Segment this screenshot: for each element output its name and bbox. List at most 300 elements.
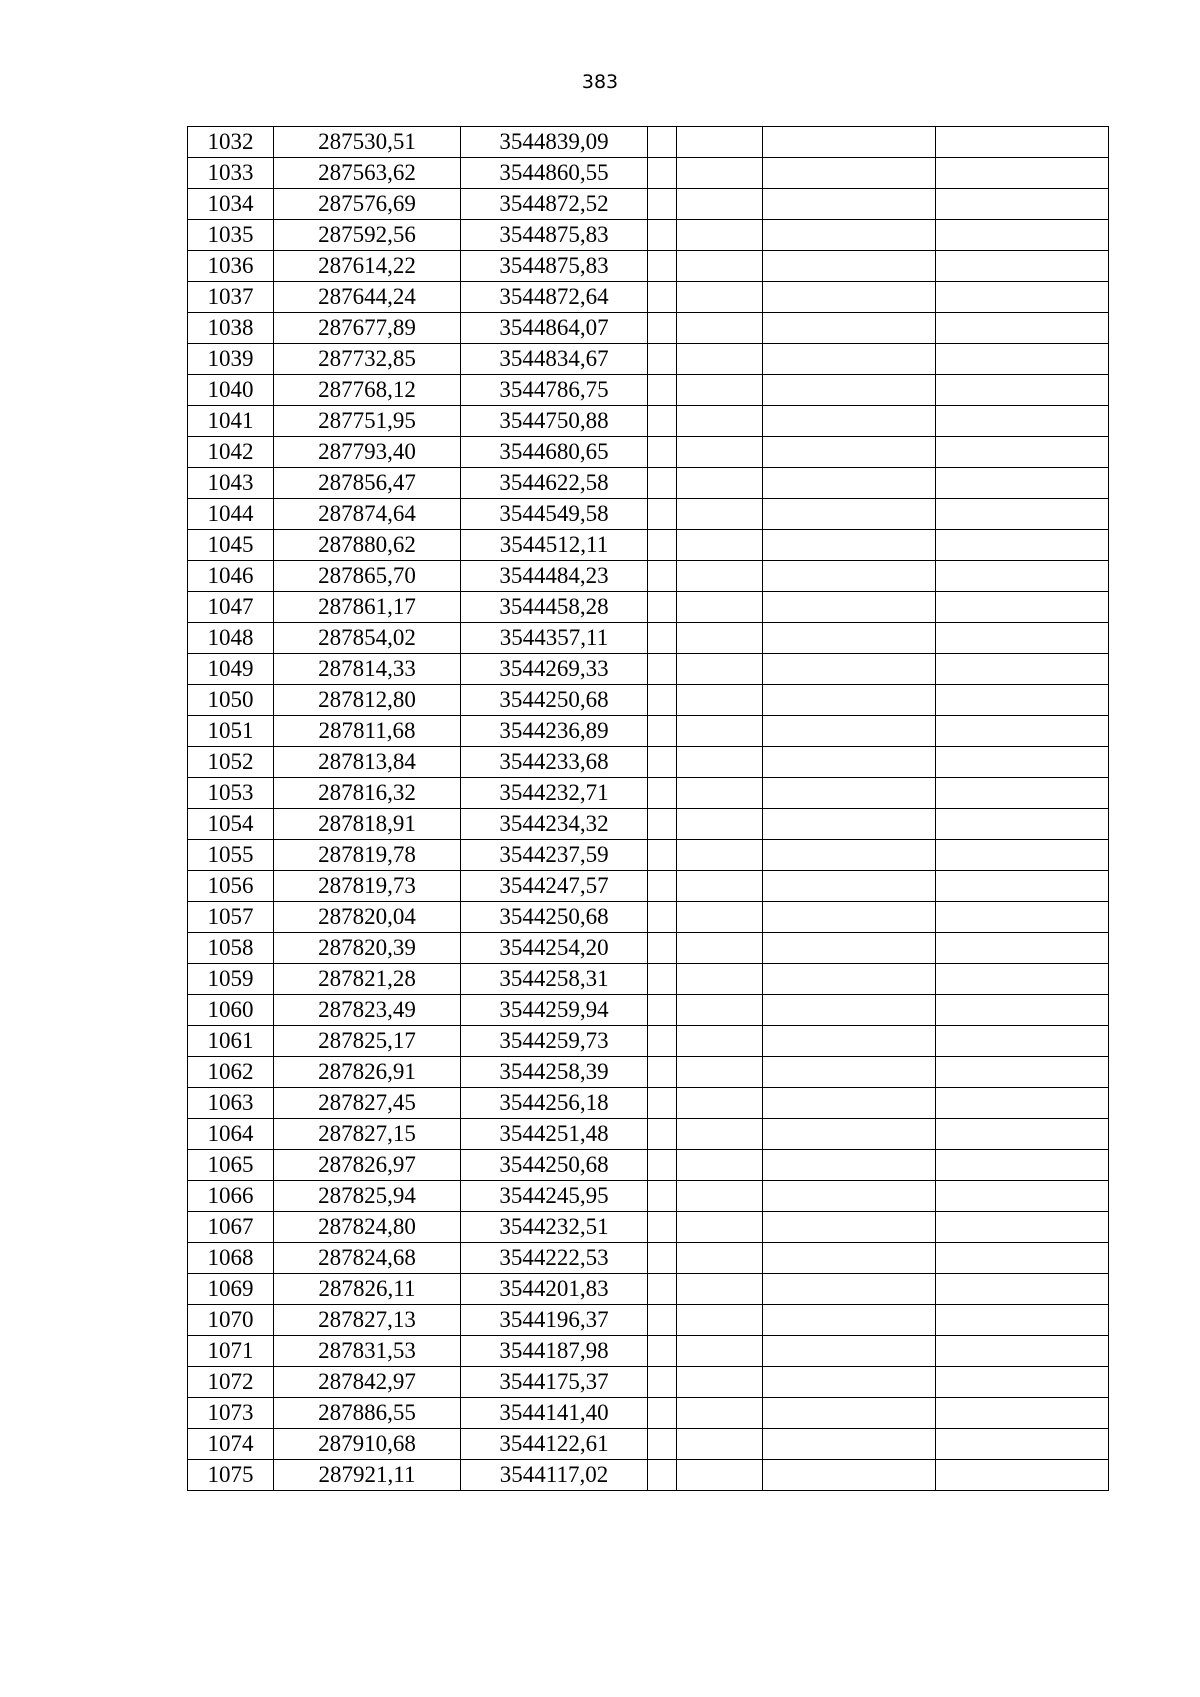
y-coordinate-cell: 3544258,39 — [461, 1057, 648, 1088]
point-number-cell: 1042 — [188, 437, 274, 468]
y-coordinate-cell: 3544750,88 — [461, 406, 648, 437]
empty-cell — [677, 933, 763, 964]
point-number-cell: 1061 — [188, 1026, 274, 1057]
table-row — [188, 1026, 1109, 1057]
empty-cell — [677, 840, 763, 871]
x-coordinate-cell: 287824,68 — [274, 1243, 461, 1274]
empty-cell — [936, 1181, 1109, 1212]
empty-cell — [763, 871, 936, 902]
empty-cell — [677, 1088, 763, 1119]
x-coordinate-cell: 287818,91 — [274, 809, 461, 840]
table-row — [188, 1119, 1109, 1150]
point-number-cell: 1063 — [188, 1088, 274, 1119]
empty-cell — [677, 1150, 763, 1181]
empty-cell — [763, 375, 936, 406]
x-coordinate-cell: 287826,91 — [274, 1057, 461, 1088]
y-coordinate-cell: 3544269,33 — [461, 654, 648, 685]
empty-cell — [677, 499, 763, 530]
table-row — [188, 716, 1109, 747]
point-number-cell: 1073 — [188, 1398, 274, 1429]
empty-cell — [936, 1367, 1109, 1398]
empty-cell — [936, 840, 1109, 871]
empty-cell — [677, 964, 763, 995]
empty-cell — [936, 406, 1109, 437]
x-coordinate-cell: 287824,80 — [274, 1212, 461, 1243]
point-number-cell: 1062 — [188, 1057, 274, 1088]
y-coordinate-cell: 3544141,40 — [461, 1398, 648, 1429]
x-coordinate-cell: 287813,84 — [274, 747, 461, 778]
empty-cell — [936, 468, 1109, 499]
table-row — [188, 747, 1109, 778]
empty-cell — [677, 406, 763, 437]
empty-cell — [677, 313, 763, 344]
empty-cell — [763, 1181, 936, 1212]
y-coordinate-cell: 3544250,68 — [461, 902, 648, 933]
point-number-cell: 1066 — [188, 1181, 274, 1212]
table-row — [188, 871, 1109, 902]
empty-cell — [677, 468, 763, 499]
empty-cell — [763, 747, 936, 778]
empty-cell — [763, 313, 936, 344]
empty-cell — [936, 995, 1109, 1026]
y-coordinate-cell: 3544259,94 — [461, 995, 648, 1026]
empty-cell — [648, 468, 677, 499]
x-coordinate-cell: 287592,56 — [274, 220, 461, 251]
empty-cell — [936, 716, 1109, 747]
y-coordinate-cell: 3544232,71 — [461, 778, 648, 809]
empty-cell — [677, 592, 763, 623]
empty-cell — [648, 1460, 677, 1491]
empty-cell — [648, 1119, 677, 1150]
empty-cell — [763, 1460, 936, 1491]
empty-cell — [763, 1212, 936, 1243]
empty-cell — [677, 1460, 763, 1491]
point-number-cell: 1041 — [188, 406, 274, 437]
y-coordinate-cell: 3544872,64 — [461, 282, 648, 313]
x-coordinate-cell: 287823,49 — [274, 995, 461, 1026]
table-row — [188, 1367, 1109, 1398]
empty-cell — [648, 778, 677, 809]
empty-cell — [648, 871, 677, 902]
table-row — [188, 654, 1109, 685]
empty-cell — [763, 964, 936, 995]
table-row — [188, 1336, 1109, 1367]
empty-cell — [763, 592, 936, 623]
x-coordinate-cell: 287821,28 — [274, 964, 461, 995]
empty-cell — [677, 375, 763, 406]
empty-cell — [648, 1088, 677, 1119]
empty-cell — [763, 933, 936, 964]
empty-cell — [677, 809, 763, 840]
y-coordinate-cell: 3544117,02 — [461, 1460, 648, 1491]
empty-cell — [677, 1057, 763, 1088]
empty-cell — [936, 871, 1109, 902]
empty-cell — [936, 1212, 1109, 1243]
empty-cell — [648, 654, 677, 685]
empty-cell — [648, 189, 677, 220]
table-row — [188, 530, 1109, 561]
y-coordinate-cell: 3544236,89 — [461, 716, 648, 747]
table-row — [188, 1305, 1109, 1336]
empty-cell — [648, 685, 677, 716]
empty-cell — [763, 1150, 936, 1181]
empty-cell — [763, 530, 936, 561]
empty-cell — [677, 344, 763, 375]
empty-cell — [648, 344, 677, 375]
point-number-cell: 1072 — [188, 1367, 274, 1398]
table-row — [188, 220, 1109, 251]
coordinates-table-body — [188, 127, 1109, 1491]
empty-cell — [648, 902, 677, 933]
empty-cell — [936, 251, 1109, 282]
x-coordinate-cell: 287827,13 — [274, 1305, 461, 1336]
empty-cell — [936, 375, 1109, 406]
point-number-cell: 1045 — [188, 530, 274, 561]
empty-cell — [677, 995, 763, 1026]
x-coordinate-cell: 287814,33 — [274, 654, 461, 685]
point-number-cell: 1057 — [188, 902, 274, 933]
y-coordinate-cell: 3544786,75 — [461, 375, 648, 406]
empty-cell — [648, 1026, 677, 1057]
y-coordinate-cell: 3544864,07 — [461, 313, 648, 344]
empty-cell — [763, 716, 936, 747]
empty-cell — [763, 251, 936, 282]
empty-cell — [936, 623, 1109, 654]
empty-cell — [648, 592, 677, 623]
empty-cell — [677, 778, 763, 809]
empty-cell — [677, 902, 763, 933]
point-number-cell: 1036 — [188, 251, 274, 282]
table-row — [188, 1243, 1109, 1274]
empty-cell — [936, 282, 1109, 313]
empty-cell — [936, 1398, 1109, 1429]
y-coordinate-cell: 3544201,83 — [461, 1274, 648, 1305]
x-coordinate-cell: 287910,68 — [274, 1429, 461, 1460]
point-number-cell: 1071 — [188, 1336, 274, 1367]
empty-cell — [648, 437, 677, 468]
empty-cell — [648, 220, 677, 251]
empty-cell — [763, 189, 936, 220]
empty-cell — [677, 1026, 763, 1057]
point-number-cell: 1055 — [188, 840, 274, 871]
point-number-cell: 1038 — [188, 313, 274, 344]
x-coordinate-cell: 287614,22 — [274, 251, 461, 282]
x-coordinate-cell: 287825,17 — [274, 1026, 461, 1057]
table-row — [188, 437, 1109, 468]
point-number-cell: 1037 — [188, 282, 274, 313]
empty-cell — [936, 220, 1109, 251]
table-row — [188, 1429, 1109, 1460]
empty-cell — [763, 1367, 936, 1398]
x-coordinate-cell: 287825,94 — [274, 1181, 461, 1212]
empty-cell — [936, 1274, 1109, 1305]
empty-cell — [677, 1398, 763, 1429]
empty-cell — [763, 840, 936, 871]
empty-cell — [648, 561, 677, 592]
point-number-cell: 1050 — [188, 685, 274, 716]
empty-cell — [677, 530, 763, 561]
empty-cell — [677, 127, 763, 158]
empty-cell — [677, 1119, 763, 1150]
x-coordinate-cell: 287811,68 — [274, 716, 461, 747]
point-number-cell: 1064 — [188, 1119, 274, 1150]
table-row — [188, 406, 1109, 437]
table-row — [188, 592, 1109, 623]
point-number-cell: 1047 — [188, 592, 274, 623]
table-row — [188, 1460, 1109, 1491]
empty-cell — [936, 1429, 1109, 1460]
empty-cell — [648, 158, 677, 189]
empty-cell — [677, 623, 763, 654]
point-number-cell: 1044 — [188, 499, 274, 530]
y-coordinate-cell: 3544175,37 — [461, 1367, 648, 1398]
empty-cell — [677, 561, 763, 592]
table-row — [188, 127, 1109, 158]
empty-cell — [648, 809, 677, 840]
empty-cell — [763, 282, 936, 313]
point-number-cell: 1067 — [188, 1212, 274, 1243]
table-row — [188, 375, 1109, 406]
point-number-cell: 1065 — [188, 1150, 274, 1181]
table-row — [188, 933, 1109, 964]
empty-cell — [763, 809, 936, 840]
y-coordinate-cell: 3544357,11 — [461, 623, 648, 654]
x-coordinate-cell: 287826,11 — [274, 1274, 461, 1305]
point-number-cell: 1032 — [188, 127, 274, 158]
y-coordinate-cell: 3544834,67 — [461, 344, 648, 375]
empty-cell — [936, 902, 1109, 933]
y-coordinate-cell: 3544245,95 — [461, 1181, 648, 1212]
y-coordinate-cell: 3544259,73 — [461, 1026, 648, 1057]
point-number-cell: 1069 — [188, 1274, 274, 1305]
table-row — [188, 344, 1109, 375]
y-coordinate-cell: 3544122,61 — [461, 1429, 648, 1460]
table-row — [188, 282, 1109, 313]
empty-cell — [648, 623, 677, 654]
empty-cell — [763, 158, 936, 189]
x-coordinate-cell: 287819,73 — [274, 871, 461, 902]
table-row — [188, 778, 1109, 809]
empty-cell — [648, 747, 677, 778]
x-coordinate-cell: 287856,47 — [274, 468, 461, 499]
x-coordinate-cell: 287751,95 — [274, 406, 461, 437]
x-coordinate-cell: 287854,02 — [274, 623, 461, 654]
empty-cell — [648, 282, 677, 313]
table-row — [188, 964, 1109, 995]
x-coordinate-cell: 287831,53 — [274, 1336, 461, 1367]
x-coordinate-cell: 287827,15 — [274, 1119, 461, 1150]
empty-cell — [763, 778, 936, 809]
y-coordinate-cell: 3544251,48 — [461, 1119, 648, 1150]
empty-cell — [936, 809, 1109, 840]
x-coordinate-cell: 287732,85 — [274, 344, 461, 375]
x-coordinate-cell: 287677,89 — [274, 313, 461, 344]
empty-cell — [936, 654, 1109, 685]
empty-cell — [677, 1336, 763, 1367]
y-coordinate-cell: 3544875,83 — [461, 220, 648, 251]
point-number-cell: 1034 — [188, 189, 274, 220]
empty-cell — [677, 189, 763, 220]
table-row — [188, 685, 1109, 716]
y-coordinate-cell: 3544196,37 — [461, 1305, 648, 1336]
x-coordinate-cell: 287812,80 — [274, 685, 461, 716]
point-number-cell: 1053 — [188, 778, 274, 809]
empty-cell — [648, 530, 677, 561]
empty-cell — [936, 1460, 1109, 1491]
empty-cell — [763, 1429, 936, 1460]
empty-cell — [936, 1336, 1109, 1367]
y-coordinate-cell: 3544622,58 — [461, 468, 648, 499]
empty-cell — [936, 1119, 1109, 1150]
y-coordinate-cell: 3544872,52 — [461, 189, 648, 220]
x-coordinate-cell: 287921,11 — [274, 1460, 461, 1491]
table-row — [188, 251, 1109, 282]
x-coordinate-cell: 287530,51 — [274, 127, 461, 158]
empty-cell — [763, 1305, 936, 1336]
empty-cell — [763, 1088, 936, 1119]
y-coordinate-cell: 3544254,20 — [461, 933, 648, 964]
empty-cell — [936, 1150, 1109, 1181]
point-number-cell: 1052 — [188, 747, 274, 778]
point-number-cell: 1054 — [188, 809, 274, 840]
empty-cell — [677, 220, 763, 251]
empty-cell — [763, 468, 936, 499]
x-coordinate-cell: 287874,64 — [274, 499, 461, 530]
empty-cell — [936, 127, 1109, 158]
empty-cell — [648, 1057, 677, 1088]
table-row — [188, 561, 1109, 592]
point-number-cell: 1039 — [188, 344, 274, 375]
empty-cell — [677, 1429, 763, 1460]
empty-cell — [677, 654, 763, 685]
empty-cell — [936, 530, 1109, 561]
empty-cell — [677, 158, 763, 189]
point-number-cell: 1035 — [188, 220, 274, 251]
empty-cell — [648, 933, 677, 964]
empty-cell — [763, 406, 936, 437]
empty-cell — [763, 1336, 936, 1367]
point-number-cell: 1033 — [188, 158, 274, 189]
y-coordinate-cell: 3544875,83 — [461, 251, 648, 282]
empty-cell — [763, 344, 936, 375]
point-number-cell: 1048 — [188, 623, 274, 654]
empty-cell — [936, 685, 1109, 716]
point-number-cell: 1058 — [188, 933, 274, 964]
empty-cell — [648, 1398, 677, 1429]
point-number-cell: 1075 — [188, 1460, 274, 1491]
empty-cell — [648, 1305, 677, 1336]
x-coordinate-cell: 287819,78 — [274, 840, 461, 871]
empty-cell — [648, 251, 677, 282]
empty-cell — [648, 964, 677, 995]
empty-cell — [677, 1243, 763, 1274]
y-coordinate-cell: 3544187,98 — [461, 1336, 648, 1367]
empty-cell — [763, 1274, 936, 1305]
point-number-cell: 1070 — [188, 1305, 274, 1336]
x-coordinate-cell: 287865,70 — [274, 561, 461, 592]
empty-cell — [936, 592, 1109, 623]
page-number: 383 — [581, 71, 619, 93]
empty-cell — [763, 995, 936, 1026]
x-coordinate-cell: 287886,55 — [274, 1398, 461, 1429]
x-coordinate-cell: 287793,40 — [274, 437, 461, 468]
empty-cell — [677, 1305, 763, 1336]
empty-cell — [936, 189, 1109, 220]
empty-cell — [648, 1181, 677, 1212]
y-coordinate-cell: 3544234,32 — [461, 809, 648, 840]
point-number-cell: 1074 — [188, 1429, 274, 1460]
empty-cell — [936, 1026, 1109, 1057]
empty-cell — [648, 313, 677, 344]
table-row — [188, 902, 1109, 933]
empty-cell — [677, 437, 763, 468]
y-coordinate-cell: 3544549,58 — [461, 499, 648, 530]
x-coordinate-cell: 287576,69 — [274, 189, 461, 220]
empty-cell — [763, 220, 936, 251]
empty-cell — [936, 964, 1109, 995]
empty-cell — [648, 1243, 677, 1274]
point-number-cell: 1046 — [188, 561, 274, 592]
y-coordinate-cell: 3544250,68 — [461, 1150, 648, 1181]
empty-cell — [936, 158, 1109, 189]
point-number-cell: 1060 — [188, 995, 274, 1026]
table-row — [188, 1057, 1109, 1088]
empty-cell — [936, 1243, 1109, 1274]
y-coordinate-cell: 3544232,51 — [461, 1212, 648, 1243]
empty-cell — [677, 1367, 763, 1398]
empty-cell — [763, 437, 936, 468]
point-number-cell: 1043 — [188, 468, 274, 499]
x-coordinate-cell: 287842,97 — [274, 1367, 461, 1398]
empty-cell — [648, 995, 677, 1026]
y-coordinate-cell: 3544484,23 — [461, 561, 648, 592]
y-coordinate-cell: 3544860,55 — [461, 158, 648, 189]
empty-cell — [677, 251, 763, 282]
y-coordinate-cell: 3544512,11 — [461, 530, 648, 561]
empty-cell — [677, 1212, 763, 1243]
x-coordinate-cell: 287644,24 — [274, 282, 461, 313]
empty-cell — [648, 840, 677, 871]
empty-cell — [648, 716, 677, 747]
y-coordinate-cell: 3544256,18 — [461, 1088, 648, 1119]
y-coordinate-cell: 3544250,68 — [461, 685, 648, 716]
point-number-cell: 1051 — [188, 716, 274, 747]
x-coordinate-cell: 287816,32 — [274, 778, 461, 809]
x-coordinate-cell: 287826,97 — [274, 1150, 461, 1181]
empty-cell — [763, 1119, 936, 1150]
table-row — [188, 1398, 1109, 1429]
point-number-cell: 1040 — [188, 375, 274, 406]
empty-cell — [677, 282, 763, 313]
empty-cell — [648, 1429, 677, 1460]
y-coordinate-cell: 3544258,31 — [461, 964, 648, 995]
empty-cell — [648, 499, 677, 530]
empty-cell — [763, 623, 936, 654]
empty-cell — [648, 1336, 677, 1367]
empty-cell — [677, 716, 763, 747]
empty-cell — [936, 1057, 1109, 1088]
x-coordinate-cell: 287861,17 — [274, 592, 461, 623]
point-number-cell: 1056 — [188, 871, 274, 902]
table-row — [188, 313, 1109, 344]
y-coordinate-cell: 3544222,53 — [461, 1243, 648, 1274]
empty-cell — [763, 127, 936, 158]
empty-cell — [763, 902, 936, 933]
y-coordinate-cell: 3544458,28 — [461, 592, 648, 623]
y-coordinate-cell: 3544233,68 — [461, 747, 648, 778]
table-row — [188, 623, 1109, 654]
empty-cell — [677, 685, 763, 716]
